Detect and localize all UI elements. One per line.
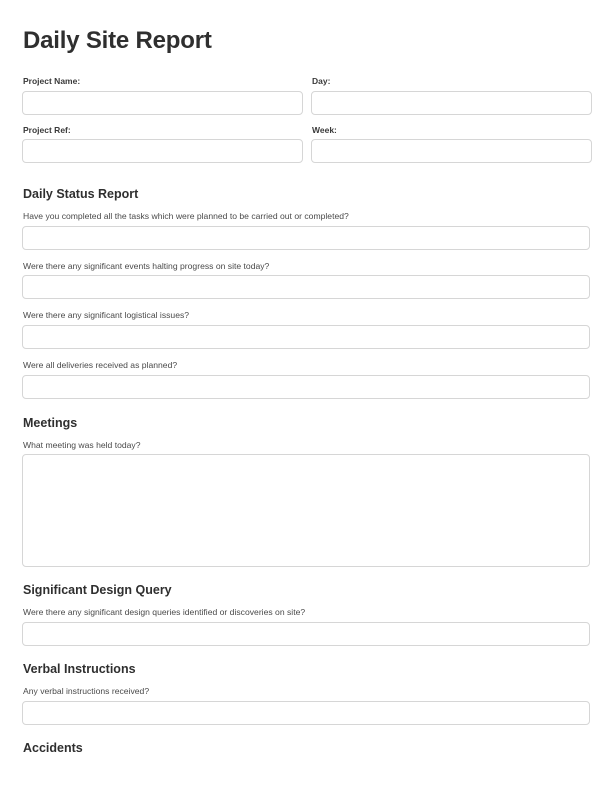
question-deliveries-received bbox=[22, 360, 590, 399]
field-group-project-name bbox=[22, 76, 303, 114]
question-tasks-completed bbox=[22, 211, 590, 250]
question-label: Were there any significant logistical issues? bbox=[23, 310, 190, 321]
question-label: Have you completed all the tasks which were planned to be carried out or completed? bbox=[23, 210, 349, 221]
field-group-week bbox=[311, 125, 592, 163]
question-label: Were there any significant design queries identified or discoveries on site? bbox=[23, 607, 306, 618]
section-heading-verbal-instructions: Verbal Instructions bbox=[23, 662, 136, 677]
section-heading-accidents: Accidents bbox=[23, 740, 83, 755]
question-logistical-issues bbox=[22, 310, 590, 349]
answer-textarea-meeting-held[interactable] bbox=[22, 454, 590, 567]
section-verbal-instructions bbox=[22, 662, 590, 725]
project-ref-label: Project Ref: bbox=[23, 124, 71, 135]
section-meetings bbox=[22, 416, 590, 568]
answer-input-verbal-instructions[interactable] bbox=[22, 701, 590, 725]
answer-input-deliveries-received[interactable] bbox=[22, 375, 590, 399]
project-name-label: Project Name: bbox=[23, 76, 81, 87]
question-verbal-instructions bbox=[22, 686, 590, 725]
question-design-queries bbox=[22, 607, 590, 646]
question-label: Any verbal instructions received? bbox=[23, 686, 150, 697]
project-name-input[interactable] bbox=[22, 91, 303, 115]
section-heading-daily-status-report: Daily Status Report bbox=[23, 186, 139, 201]
section-daily-status-report bbox=[22, 187, 590, 399]
answer-input-tasks-completed[interactable] bbox=[22, 226, 590, 250]
week-label: Week: bbox=[312, 124, 337, 135]
day-input[interactable] bbox=[311, 91, 592, 115]
answer-input-halting-events[interactable] bbox=[22, 275, 590, 299]
question-label: Were there any significant events halting progress on site today? bbox=[23, 260, 270, 271]
question-halting-events bbox=[22, 261, 590, 300]
section-significant-design-query bbox=[22, 583, 590, 646]
project-identification-grid bbox=[22, 76, 590, 172]
question-label: What meeting was held today? bbox=[23, 439, 141, 450]
project-ref-input[interactable] bbox=[22, 139, 303, 163]
section-heading-meetings: Meetings bbox=[23, 415, 78, 430]
question-label: Were all deliveries received as planned? bbox=[23, 359, 178, 370]
field-group-project-ref bbox=[22, 125, 303, 163]
page-title: Daily Site Report bbox=[23, 27, 212, 54]
section-accidents bbox=[22, 741, 590, 756]
week-input[interactable] bbox=[311, 139, 592, 163]
answer-input-design-queries[interactable] bbox=[22, 622, 590, 646]
question-meeting-held bbox=[22, 440, 590, 568]
field-group-day bbox=[311, 76, 592, 114]
answer-input-logistical-issues[interactable] bbox=[22, 325, 590, 349]
section-heading-significant-design-query: Significant Design Query bbox=[23, 583, 172, 598]
day-label: Day: bbox=[312, 76, 331, 87]
